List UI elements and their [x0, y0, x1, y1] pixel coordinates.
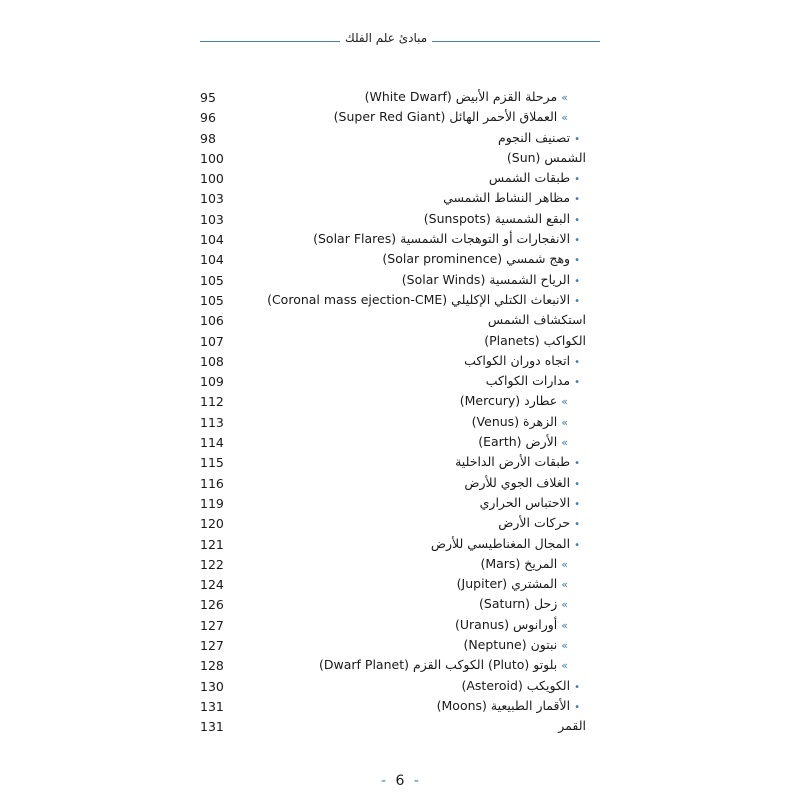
- toc-entry-title: القمر: [558, 718, 586, 734]
- toc-entry: [0, 697, 800, 717]
- toc-entry-text: [267, 292, 580, 307]
- bullet-icon: •: [574, 701, 580, 713]
- bullet-icon: •: [574, 214, 580, 226]
- toc-entry-title: المجال المغناطيسي للأرض: [430, 535, 571, 551]
- toc-page-number: 105: [200, 272, 224, 288]
- toc-page-number: 98: [200, 130, 216, 146]
- toc-entry-title: الكواكب (Planets): [484, 332, 586, 348]
- toc-entry-title: تصنيف النجوم: [497, 129, 571, 145]
- toc-page-number: 119: [200, 495, 224, 511]
- toc-entry-title: الاحتباس الحراري: [479, 494, 571, 510]
- page-number: 6: [395, 773, 405, 789]
- toc-page-number: 127: [200, 617, 224, 633]
- toc-entry-title: الكويكب (Asteroid): [461, 677, 571, 693]
- toc-entry: [0, 616, 800, 636]
- bullet-icon: •: [574, 174, 580, 186]
- toc-entry-title: أورانوس (Uranus): [454, 616, 558, 632]
- toc-entry-text: [488, 312, 586, 327]
- toc-entry-text: [461, 678, 580, 693]
- toc-entry-text: [313, 231, 580, 246]
- toc-entry-title: الانبعاث الكتلي الإكليلي (Coronal mass ejection-CME): [267, 291, 571, 307]
- toc-entry: [0, 291, 800, 311]
- bullet-icon: •: [574, 681, 580, 693]
- toc-page-number: 106: [200, 313, 224, 329]
- toc-entry-text: [365, 89, 568, 104]
- double-chevron-icon: »: [561, 598, 568, 612]
- toc-entry-title: مرحلة القزم الأبيض (White Dwarf): [364, 89, 558, 104]
- bullet-icon: •: [574, 539, 580, 551]
- toc-entry-text: [460, 393, 568, 408]
- toc-entry-text: [484, 333, 586, 348]
- toc-page-number: 121: [200, 536, 224, 552]
- toc-entry: [0, 372, 800, 392]
- toc-page-number: 112: [200, 394, 224, 410]
- toc-page-number: 105: [200, 292, 224, 308]
- toc-page-number: 120: [200, 516, 224, 532]
- bullet-icon: •: [574, 255, 580, 267]
- header-rule-left: [200, 41, 340, 42]
- toc-page-number: 122: [200, 556, 224, 572]
- toc-page-number: 124: [200, 577, 224, 593]
- running-header: [200, 30, 600, 50]
- toc-page-number: 104: [200, 232, 224, 248]
- toc-entry: [0, 636, 800, 656]
- toc-page-number: 103: [200, 211, 224, 227]
- toc-entry: [0, 677, 800, 697]
- toc-entry-title: بلوتو (Pluto) الكوكب القزم (Dwarf Planet): [319, 657, 558, 673]
- page-footer: [0, 773, 800, 789]
- toc-page-number: 131: [200, 719, 224, 735]
- toc-page-number: 116: [200, 475, 224, 491]
- toc-page-number: 108: [200, 353, 224, 369]
- toc-entry-text: [498, 130, 580, 145]
- toc-entry: [0, 656, 800, 676]
- toc-entry-title: نبتون (Neptune): [463, 637, 558, 653]
- toc-entry: [0, 311, 800, 331]
- toc-entry-title: الزهرة (Venus): [471, 413, 558, 429]
- toc-page-number: 126: [200, 597, 224, 613]
- toc-page-number: 96: [200, 110, 216, 126]
- double-chevron-icon: »: [561, 639, 568, 653]
- toc-entry-text: [558, 718, 586, 733]
- toc-page-number: 100: [200, 171, 224, 187]
- footer-dash-right: -: [413, 773, 419, 789]
- toc-page-number: 95: [200, 90, 216, 105]
- toc-entry-text: [319, 657, 568, 672]
- toc-entry-title: الأقمار الطبيعية (Moons): [436, 697, 571, 713]
- toc-page-number: 113: [200, 414, 224, 430]
- toc-entry-text: [498, 515, 580, 530]
- bullet-icon: •: [574, 498, 580, 510]
- toc-entry-title: طبقات الأرض الداخلية: [455, 454, 571, 470]
- toc-entry: [0, 717, 800, 737]
- toc-entry-title: طبقات الشمس: [488, 170, 571, 186]
- toc-entry-text: [463, 637, 568, 652]
- toc-entry-title: زحل (Saturn): [479, 596, 558, 612]
- toc-page-number: 131: [200, 698, 224, 714]
- toc-entry-text: [443, 190, 580, 205]
- bullet-icon: •: [574, 295, 580, 307]
- toc-entry: [0, 129, 800, 149]
- toc-entry-title: استكشاف الشمس: [487, 312, 586, 328]
- toc-entry-title: الأرض (Earth): [478, 434, 558, 450]
- toc-entry-text: [480, 556, 568, 571]
- toc-entry-title: البقع الشمسية (Sunspots): [423, 210, 571, 226]
- toc-page-number: 130: [200, 678, 224, 694]
- toc-page-number: 114: [200, 435, 224, 451]
- toc-entry-text: [455, 617, 568, 632]
- toc-entry-title: العملاق الأحمر الهائل (Super Red Giant): [333, 109, 558, 125]
- toc-page-number: 115: [200, 455, 224, 471]
- double-chevron-icon: »: [561, 415, 568, 429]
- toc-entry-text: [480, 495, 580, 510]
- toc-entry: [0, 555, 800, 575]
- toc-entry-text: [486, 373, 580, 388]
- toc-entry-text: [424, 211, 580, 226]
- bullet-icon: •: [574, 478, 580, 490]
- toc-entry-title: وهج شمسي (Solar prominence): [382, 251, 571, 267]
- toc-entry: [0, 535, 800, 555]
- toc-page-number: 107: [200, 333, 224, 349]
- toc-entry-title: مدارات الكواكب: [485, 373, 571, 389]
- toc-entry-text: [457, 576, 568, 591]
- bullet-icon: •: [574, 377, 580, 389]
- toc-page-number: 128: [200, 658, 224, 674]
- toc-entry-text: [402, 272, 580, 287]
- toc-entry-text: [479, 596, 568, 611]
- toc-entry-title: الغلاف الجوي للأرض: [464, 474, 571, 490]
- toc-entry: [0, 88, 800, 108]
- toc-entry: [0, 595, 800, 615]
- toc-entry-title: مظاهر النشاط الشمسي: [443, 190, 571, 206]
- toc-entry-text: [431, 536, 580, 551]
- table-of-contents: [0, 88, 800, 738]
- toc-entry: [0, 392, 800, 412]
- toc-entry-text: [334, 109, 568, 124]
- toc-entry-text: [507, 150, 586, 165]
- header-title: مبادئ علم الفلك: [344, 31, 428, 45]
- bullet-icon: •: [574, 133, 580, 145]
- header-rule-right: [432, 41, 600, 42]
- toc-entry-text: [455, 454, 580, 469]
- toc-entry: [0, 189, 800, 209]
- toc-entry: [0, 474, 800, 494]
- toc-page-number: 104: [200, 252, 224, 268]
- toc-entry: [0, 494, 800, 514]
- toc-entry: [0, 575, 800, 595]
- toc-entry-text: [464, 475, 580, 490]
- toc-entry-text: [472, 414, 568, 429]
- toc-entry-text: [437, 698, 580, 713]
- toc-entry-title: عطارد (Mercury): [459, 393, 558, 409]
- bullet-icon: •: [574, 275, 580, 287]
- toc-entry-title: حركات الأرض: [498, 515, 571, 531]
- toc-entry: [0, 413, 800, 433]
- toc-entry: [0, 210, 800, 230]
- toc-entry-title: المشتري (Jupiter): [456, 576, 558, 592]
- toc-entry: [0, 108, 800, 128]
- toc-entry: [0, 149, 800, 169]
- double-chevron-icon: »: [561, 557, 568, 571]
- toc-entry: [0, 169, 800, 189]
- toc-page-number: 127: [200, 638, 224, 654]
- toc-entry: [0, 332, 800, 352]
- double-chevron-icon: »: [561, 578, 568, 592]
- toc-entry-text: [382, 251, 580, 266]
- toc-entry-text: [489, 170, 580, 185]
- double-chevron-icon: »: [561, 436, 568, 450]
- toc-entry: [0, 271, 800, 291]
- toc-entry: [0, 433, 800, 453]
- bullet-icon: •: [574, 519, 580, 531]
- toc-entry-text: [464, 353, 580, 368]
- bullet-icon: •: [574, 458, 580, 470]
- toc-entry: [0, 250, 800, 270]
- toc-page-number: 103: [200, 191, 224, 207]
- double-chevron-icon: »: [561, 659, 568, 673]
- toc-page-number: 100: [200, 150, 224, 166]
- double-chevron-icon: »: [561, 618, 568, 632]
- toc-entry-title: المريخ (Mars): [480, 555, 558, 571]
- toc-entry-text: [478, 434, 568, 449]
- double-chevron-icon: »: [561, 91, 568, 104]
- bullet-icon: •: [574, 235, 580, 247]
- toc-entry-title: الرياح الشمسية (Solar Winds): [401, 271, 571, 287]
- toc-entry-title: الشمس (Sun): [506, 149, 586, 165]
- toc-entry: [0, 453, 800, 473]
- toc-entry: [0, 352, 800, 372]
- bullet-icon: •: [574, 194, 580, 206]
- toc-page-number: 109: [200, 374, 224, 390]
- bullet-icon: •: [574, 356, 580, 368]
- footer-dash-left: -: [381, 773, 387, 789]
- toc-entry: [0, 230, 800, 250]
- toc-entry: [0, 514, 800, 534]
- toc-entry-title: اتجاه دوران الكواكب: [464, 352, 571, 368]
- toc-entry-title: الانفجارات أو التوهجات الشمسية (Solar Flares): [313, 231, 571, 247]
- double-chevron-icon: »: [561, 111, 568, 125]
- double-chevron-icon: »: [561, 395, 568, 409]
